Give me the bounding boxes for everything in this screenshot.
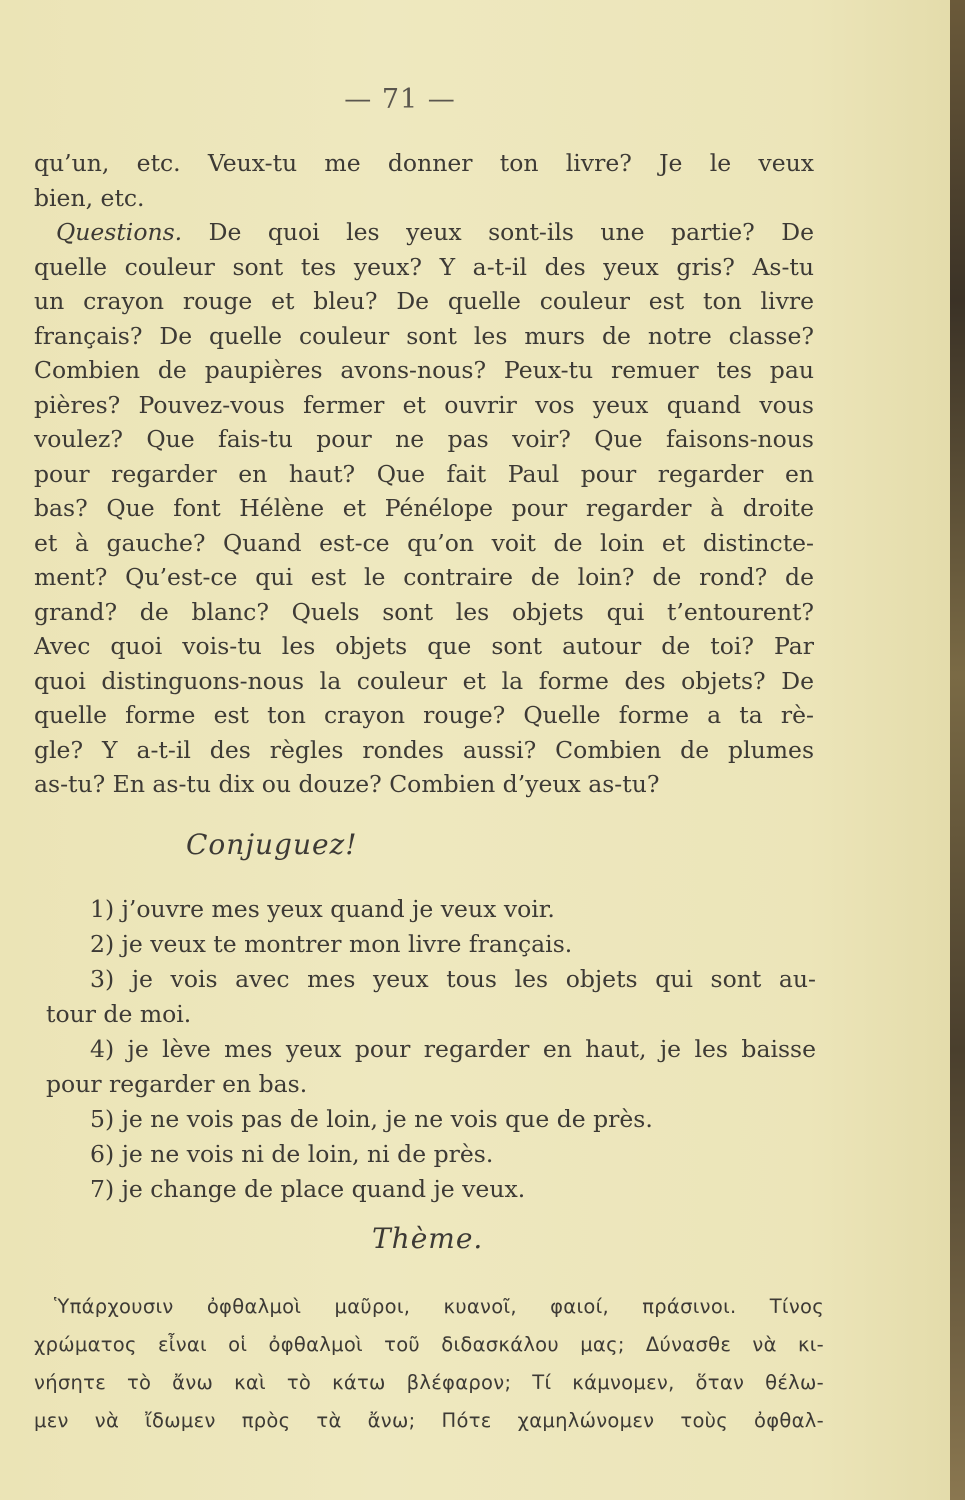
text-line: voulez? Que fais-tu pour ne pas voir? Que faisons-nous — [34, 425, 814, 453]
exercise-item: 5) je ne vois pas de loin, je ne vois que de près. — [90, 1105, 653, 1133]
exercise-item: 1) j’ouvre mes yeux quand je veux voir. — [90, 895, 555, 923]
exercise-list — [46, 892, 816, 1207]
text-line: bien, etc. — [34, 183, 145, 212]
book-binding-edge — [950, 0, 965, 1500]
exercise-item: 3) je vois avec mes yeux tous les objets qui sont au- — [90, 965, 816, 993]
exercise-item: 4) je lève mes yeux pour regarder en haut, je les baisse — [90, 1035, 816, 1063]
text-line: pour regarder en haut? Que fait Paul pour regarder en — [34, 459, 814, 488]
text-line: un crayon rouge et bleu? De quelle couleur est ton livre — [34, 287, 814, 315]
greek-line: Ὑπάρχουσιν ὀφθαλμοὶ μαῦροι, κυανοῖ, φαιοί, πράσινοι. Τίνος — [54, 1295, 824, 1318]
exercise-item-continued: tour de moi. — [46, 1000, 192, 1028]
text-line: quoi distinguons-nous la couleur et la forme des objets? De — [34, 666, 814, 695]
greek-line: μεν νὰ ἴδωμεν πρὸς τὰ ἄνω; Πότε χαμηλώνομεν τοὺς ὀφθαλ- — [34, 1409, 824, 1432]
text-line: Combien de paupières avons-nous? Peux-tu remuer tes pau — [34, 356, 814, 384]
text-line: quelle forme est ton crayon rouge? Quelle forme a ta rè- — [34, 701, 814, 729]
theme-heading: Thème. — [372, 1222, 484, 1255]
text-line: et à gauche? Quand est-ce qu’on voit de loin et distincte- — [34, 528, 814, 557]
text-line: grand? de blanc? Quels sont les objets qui t’entourent? — [34, 597, 814, 626]
questions-label: Questions. — [56, 218, 183, 246]
exercise-item: 6) je ne vois ni de loin, ni de près. — [90, 1140, 494, 1168]
exercise-item: 7) je change de place quand je veux. — [90, 1175, 526, 1203]
text-line: qu’un, etc. Veux-tu me donner ton livre? Je le veux — [34, 149, 814, 177]
exercise-item: 2) je veux te montrer mon livre français. — [90, 930, 573, 958]
conjugate-heading: Conjuguez! — [186, 828, 358, 861]
text-line-content: De quoi les yeux sont-ils une partie? De — [208, 218, 814, 246]
page-number: — 71 — — [344, 84, 456, 115]
greek-paragraph — [34, 1288, 824, 1440]
text-line: français? De quelle couleur sont les murs de notre classe? — [34, 321, 814, 350]
text-line: pières? Pouvez-vous fermer et ouvrir vos yeux quand vous — [34, 390, 814, 419]
text-line: as-tu? En as-tu dix ou douze? Combien d’yeux as-tu? — [34, 770, 660, 798]
text-line: bas? Que font Hélène et Pénélope pour regarder à droite — [34, 494, 814, 522]
greek-line: χρώματος εἶναι οἱ ὀφθαλμοὶ τοῦ διδασκάλου μας; Δύνασθε νὰ κι- — [34, 1333, 824, 1356]
questions-paragraph — [34, 146, 814, 802]
text-line: gle? Y a-t-il des règles rondes aussi? Combien de plumes — [34, 735, 814, 764]
exercise-item-continued: pour regarder en bas. — [46, 1070, 308, 1098]
text-line: quelle couleur sont tes yeux? Y a-t-il des yeux gris? As-tu — [34, 252, 814, 281]
text-line: ment? Qu’est-ce qui est le contraire de loin? de rond? de — [34, 563, 814, 591]
text-line: Avec quoi vois-tu les objets que sont autour de toi? Par — [34, 632, 814, 660]
text-line — [34, 215, 814, 250]
greek-line: νήσητε τὸ ἄνω καὶ τὸ κάτω βλέφαρον; Τί κάμνομεν, ὅταν θέλω- — [34, 1371, 824, 1394]
